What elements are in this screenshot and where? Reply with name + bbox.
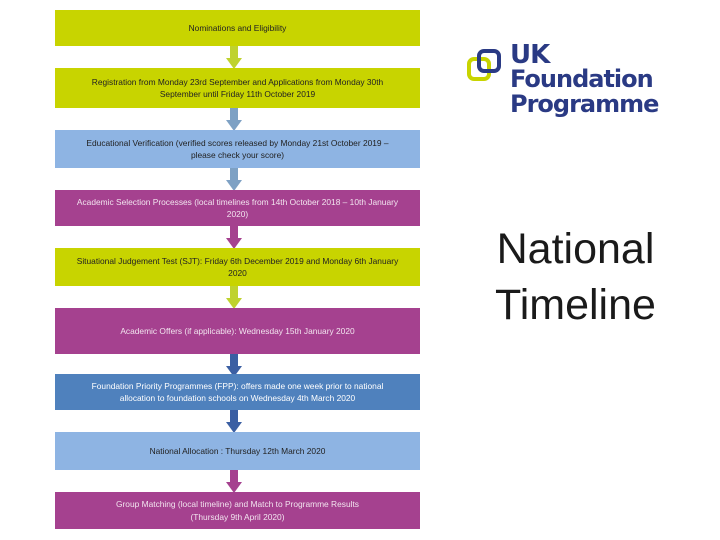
arrow-down-icon — [226, 470, 242, 494]
arrow-down-icon — [226, 168, 242, 192]
linked-squares-logo-icon — [466, 48, 506, 88]
arrow-down-icon — [226, 286, 242, 310]
step-fpp — [55, 374, 420, 410]
step-text: please check your score) — [190, 150, 285, 160]
logo-line-foundation: Foundation — [510, 65, 653, 93]
step-text: Foundation Priority Programmes (FPP): offers made one week prior to national — [91, 380, 384, 391]
step-text: Registration from Monday 23rd September and Applications from Monday 30th — [91, 76, 384, 87]
step-text: National Allocation : Thursday 12th March 2020 — [149, 445, 326, 456]
step-text: Situational Judgement Test (SJT): Friday 6th December 2019 and Monday 6th January — [76, 255, 399, 266]
arrow-down-icon — [226, 410, 242, 434]
title-line-1: National — [496, 225, 655, 273]
logo-line-uk: UK — [510, 40, 550, 70]
step-academic-offers — [55, 308, 420, 354]
step-sjt — [55, 248, 420, 286]
step-text: Academic Selection Processes (local timelines from 14th October 2018 – 10th January — [76, 196, 399, 207]
step-academic-selection — [55, 190, 420, 226]
step-nominations — [55, 10, 420, 46]
step-text: 2020) — [226, 209, 249, 219]
arrow-down-icon — [226, 46, 242, 70]
uk-foundation-programme-logo — [466, 40, 671, 125]
step-group-matching — [55, 492, 420, 529]
step-text: Group Matching (local timeline) and Match to Programme Results — [116, 499, 359, 510]
step-text: Nominations and Eligibility — [188, 22, 287, 33]
step-text: 2020 — [228, 268, 247, 278]
arrow-down-icon — [226, 108, 242, 132]
national-timeline-title — [478, 222, 673, 334]
step-educational-verification — [55, 130, 420, 168]
step-text: (Thursday 9th April 2020) — [190, 511, 285, 522]
step-text: September until Friday 11th October 2019 — [159, 89, 316, 99]
logo-line-programme: Programme — [510, 90, 659, 118]
step-national-allocation — [55, 432, 420, 470]
step-text: Educational Verification (verified scores released by Monday 21st October 2019 – — [86, 137, 389, 148]
arrow-down-icon — [226, 226, 242, 250]
step-text: allocation to foundation schools on Wednesday 4th March 2020 — [119, 393, 356, 403]
title-line-2: Timeline — [495, 280, 656, 329]
step-text: Academic Offers (if applicable): Wednesday 15th January 2020 — [120, 325, 355, 336]
step-registration — [55, 68, 420, 108]
